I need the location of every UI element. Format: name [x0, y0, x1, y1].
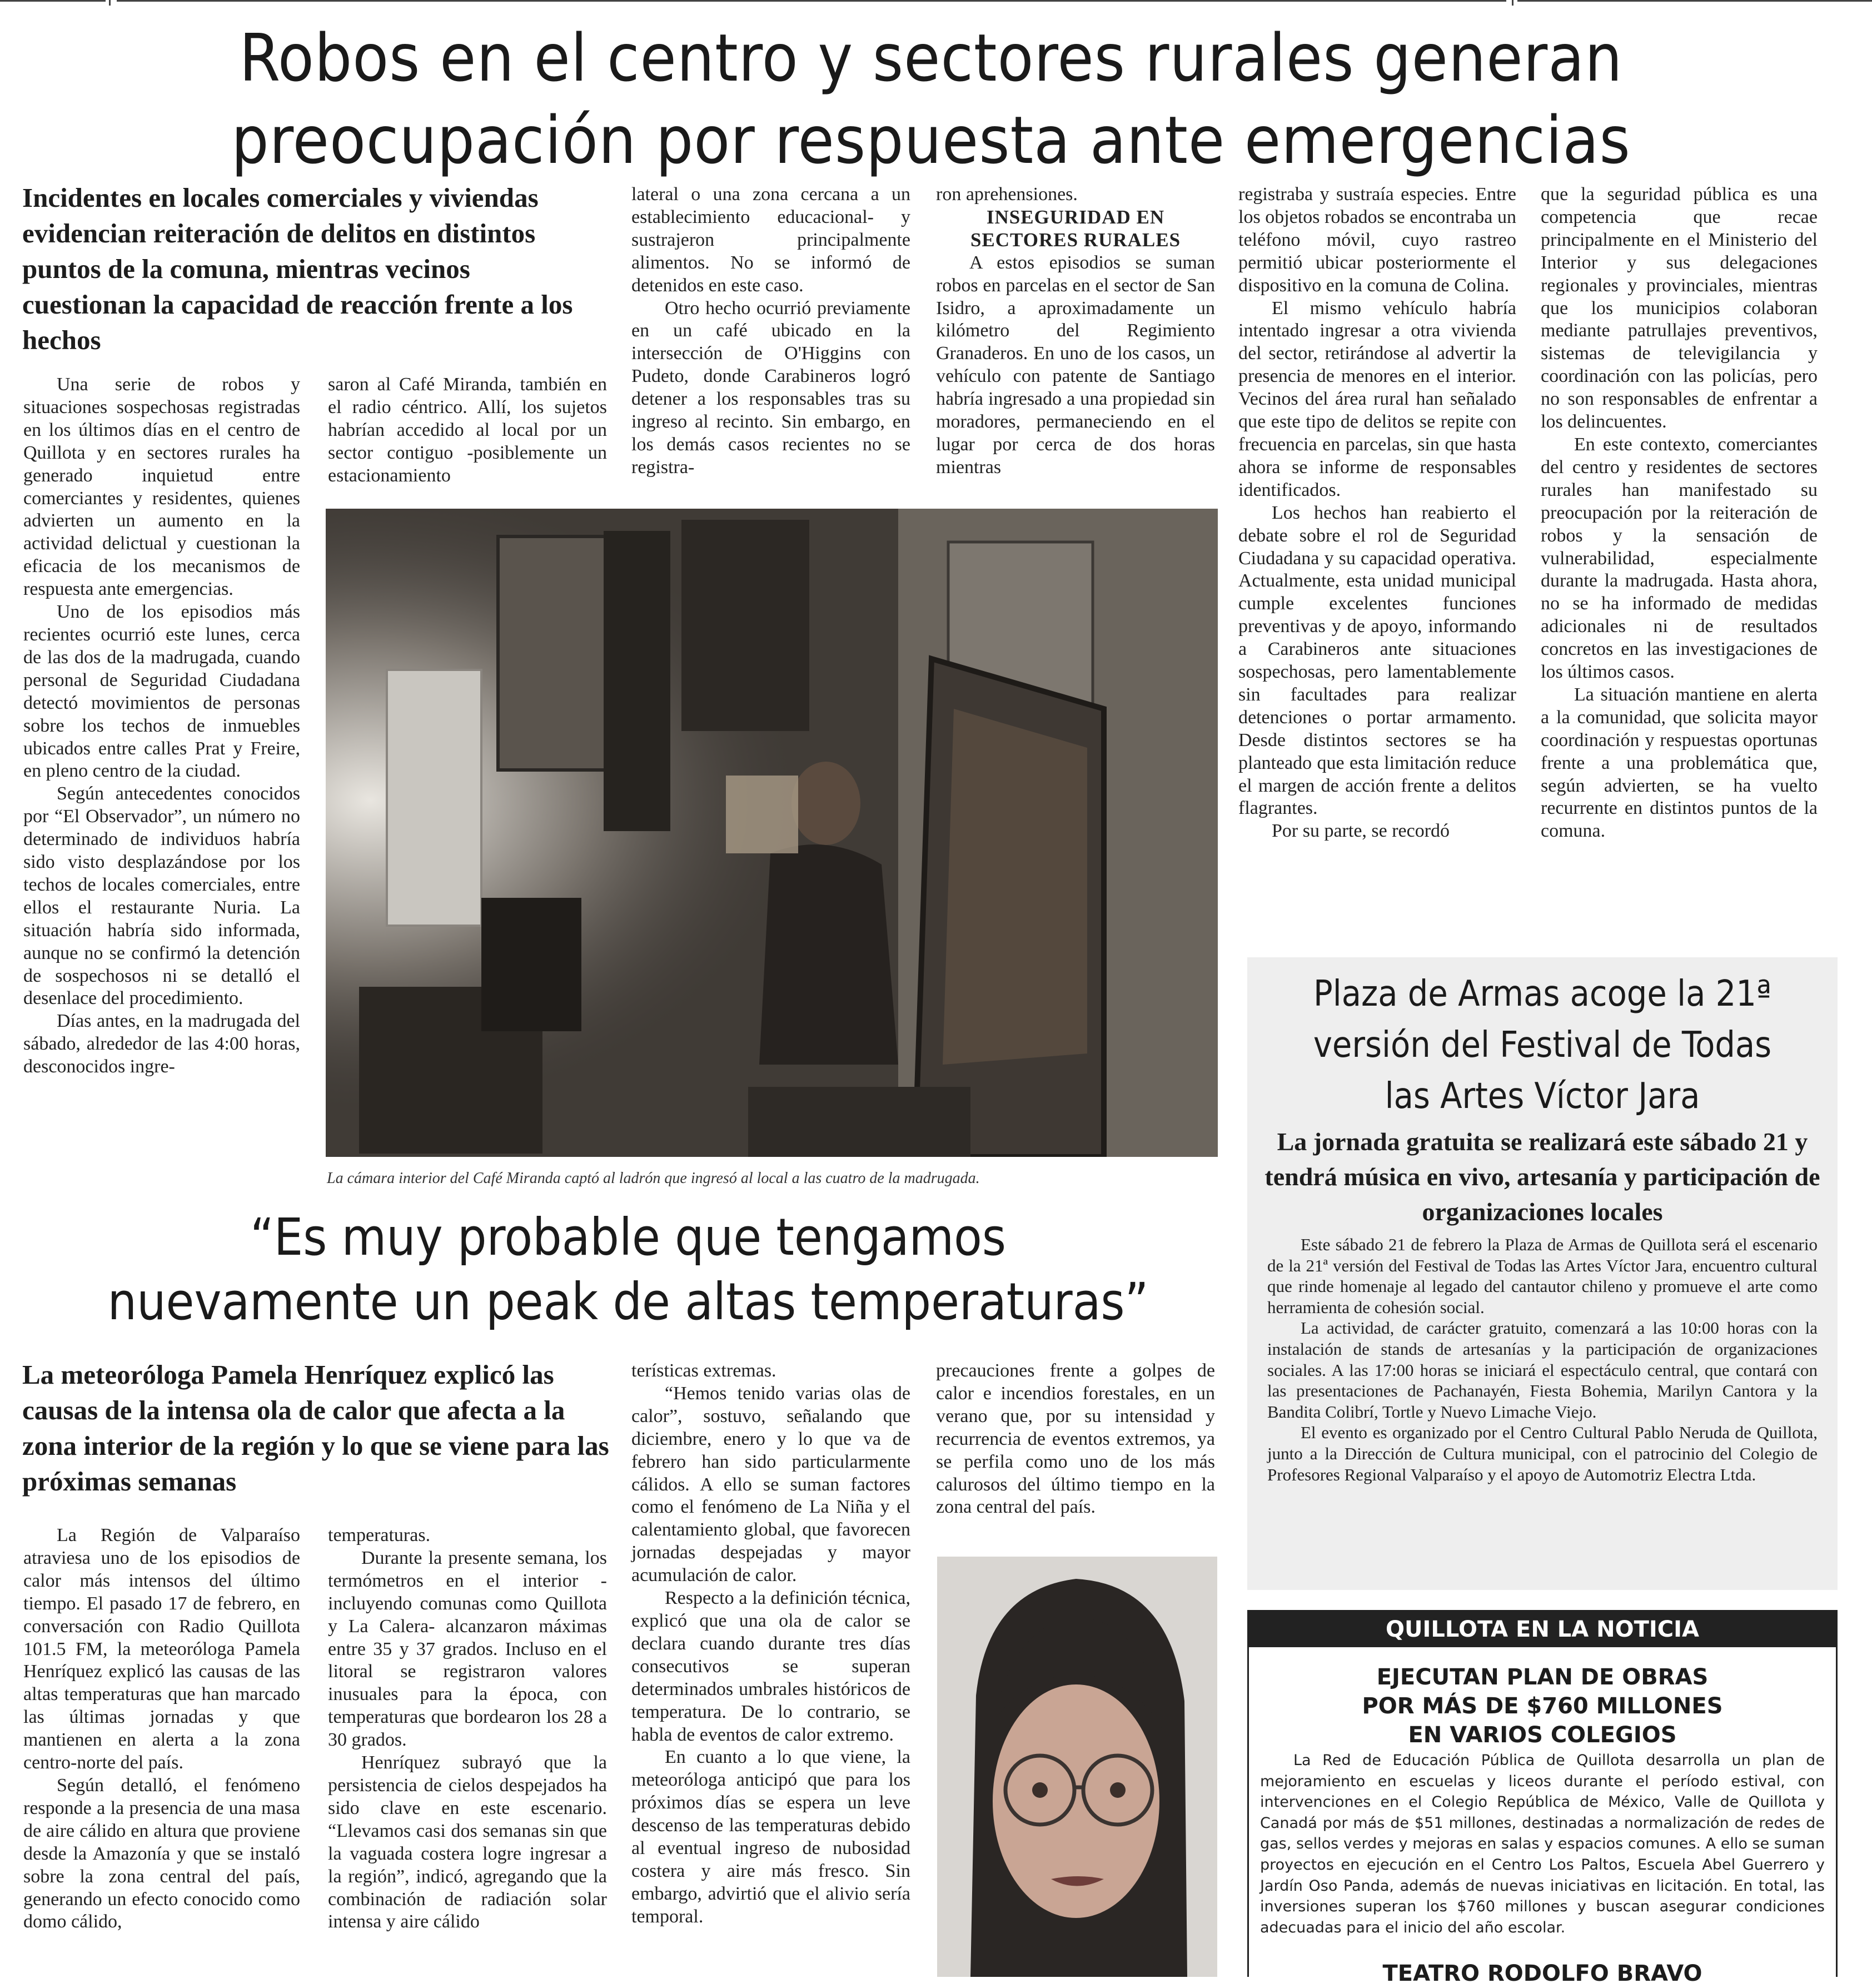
- news-item1-title-line1: EJECUTAN PLAN DE OBRAS: [1376, 1664, 1709, 1690]
- festival-p2: La actividad, de carácter gratuito, comenzará a las 10:00 horas con la instalación de stands de artesanías y la participación de organizaciones sociales. A las 17:00 horas se iniciará el espectáculo central, que contará con las presentaciones de Pachanayén, Fiesta Bohemia, Marilyn Cantora y la Bandita Colibrí, Tortle y Nuevo Limache Viejo.: [1267, 1318, 1818, 1422]
- main-col4-p1: ron aprehensiones.: [936, 184, 1078, 205]
- festival-p3: El evento es organizado por el Centro Cultural Pablo Neruda de Quillota, junto a la Dirección de Cultura municipal, con el patrocinio del Colegio de Profesores Regional Valparaíso y el apoyo de Automotriz Electra Ltda.: [1267, 1423, 1818, 1484]
- news-item1-title: [1249, 1663, 1836, 1750]
- main-col5-p2: El mismo vehículo habría intentado ingresar a otra vivienda del sector, retirándose al advertir la presencia de menores en el interior. Vecinos del área rural han señalado que este tipo de delitos se repite con frecuencia en parcelas, sin que hasta ahora se informe de responsables identificados.: [1238, 297, 1516, 500]
- news-item1-title-line3: EN VARIOS COLEGIOS: [1408, 1722, 1677, 1748]
- weather-headline-line2: nuevamente un peak de altas temperaturas”: [107, 1272, 1149, 1331]
- page-top-rule: [0, 0, 1872, 6]
- news-box: [1247, 1610, 1838, 1986]
- weather-col4-p1: precauciones frente a golpes de calor e incendios forestales, en un verano que, por su intensidad y recurrencia de eventos extremos, ya se perfila como uno de los más calurosos del último tiempo en la zona central del país.: [936, 1360, 1215, 1518]
- weather-headline: [22, 1205, 1234, 1334]
- weather-col3-p1: terísticas extremas.: [631, 1360, 776, 1381]
- cctv-photo-image: [326, 509, 1218, 1157]
- news-item1-title-line2: POR MÁS DE $760 MILLONES: [1362, 1693, 1723, 1719]
- weather-col3-p3: Respecto a la definición técnica, explicó que una ola de calor se declara cuando durante tres días consecutivos se superan determinados umbrales históricos de temperatura. De lo contrario, se habla de eventos de calor extremo.: [631, 1588, 910, 1745]
- main-col6-p2: En este contexto, comerciantes del centro y residentes de sectores rurales han manifestado su preocupación por la reiteración de robos y la sensación de vulnerabilidad, especialmente durante la madrugada. Hasta ahora, no se ha informado de medidas adicionales ni de resultados concretos en las investigaciones de los últimos casos.: [1541, 434, 1818, 683]
- weather-col1-p2: Según detalló, el fenómeno responde a la presencia de una masa de aire cálido en altura que proviene desde la Amazonía y que se instaló sobre la zona central del país, generando un efecto conocido como domo cálido,: [23, 1775, 300, 1932]
- festival-headline-line2: versión del Festival de Todas: [1313, 1025, 1772, 1066]
- festival-p1: Este sábado 21 de febrero la Plaza de Armas de Quillota será el escenario de la 21ª versión del Festival de Todas las Artes Víctor Jara, encuentro cultural que rinde homenaje al legado del cantautor chileno y promueve el arte como herramienta de cohesión social.: [1267, 1235, 1818, 1317]
- festival-deck: La jornada gratuita se realizará este sábado 21 y tendrá música en vivo, artesanía y participación de organizaciones locales: [1264, 1127, 1820, 1226]
- festival-headline: [1247, 968, 1838, 1122]
- photo-caption: La cámara interior del Café Miranda captó al ladrón que ingresó al local a las cuatro de la madrugada.: [327, 1170, 980, 1187]
- main-col5-p3: Los hechos han reabierto el debate sobre el rol de Seguridad Ciudadana y su capacidad operativa. Actualmente, esta unidad municipal cumple excelentes funciones preventivas y de apoyo, informando a Carabineros ante situaciones sospechosas, pero lamentablemente sin facultades para realizar detenciones o portar armamento. Desde distintos sectores se ha planteado que esta limitación reduce el margen de acción frente a delitos flagrantes.: [1238, 502, 1516, 819]
- main-col1-p1: Una serie de robos y situaciones sospechosas registradas en los últimos días en el centro de Quillota y en sectores rurales ha generado inquietud entre comerciantes y residentes, quienes advierten un aumento en la actividad delictual y cuestionan la eficacia de los mecanismos de respuesta ante emergencias.: [23, 374, 300, 600]
- main-column-2: [328, 374, 607, 488]
- main-col5-p1: registraba y sustraía especies. Entre los objetos robados se encontraba un teléfono móvil, cuyo rastreo permitió ubicar posteriormente el dispositivo en la comuna de Colina.: [1238, 184, 1516, 296]
- main-headline-line2: preocupación por respuesta ante emergencias: [231, 102, 1631, 178]
- main-headline: [83, 17, 1779, 181]
- main-col1-p4: Días antes, en la madrugada del sábado, alrededor de las 4:00 horas, desconocidos ingre-: [23, 1011, 300, 1077]
- news-box-bar: QUILLOTA EN LA NOTICIA: [1249, 1612, 1836, 1647]
- main-column-5: [1238, 183, 1516, 843]
- weather-col2-p3: Henríquez subrayó que la persistencia de cielos despejados ha sido clave en este escenario. “Llevamos casi dos semanas sin que la vaguada costera logre ingresar a la región”, indicó, agregando que la combinación de radiación solar intensa y aire cálido: [328, 1752, 607, 1932]
- main-col6-p1: que la seguridad pública es una competencia que recae principalmente en el Ministerio del Interior y sus delegaciones regionales y provinciales, mientras que los municipios colaboran mediante patrullajes preventivos, sistemas de televigilancia y coordinación con las policías, pero no son responsables de enfrentar a los delincuentes.: [1541, 184, 1818, 433]
- main-deck: Incidentes en locales comerciales y viviendas evidencian reiteración de delitos en distintos puntos de la comuna, mientras vecinos cuestionan la capacidad de reacción frente a los hechos: [22, 182, 573, 355]
- main-col2-top: saron al Café Miranda, también en el radio céntrico. Allí, los sujetos habrían accedido al local por un sector contiguo -posiblemente un estacionamiento: [328, 374, 607, 486]
- main-column-4: [936, 183, 1215, 479]
- meteorologist-photo-image: [937, 1557, 1217, 1977]
- weather-column-4: [936, 1360, 1215, 1519]
- main-col4-p2: A estos episodios se suman robos en parcelas en el sector de San Isidro, a aproximadamente un kilómetro del Regimiento Granaderos. En uno de los casos, un vehículo con patente de Santiago habría ingresado a una propiedad sin moradores, permaneciendo en el lugar por cerca de dos horas mientras: [936, 252, 1215, 478]
- meteorologist-photo: [937, 1557, 1217, 1977]
- cctv-photo: [326, 509, 1218, 1157]
- weather-col1-p1: La Región de Valparaíso atraviesa uno de los episodios de calor más intensos del último tiempo. El pasado 17 de febrero, en conversación con Radio Quillota 101.5 FM, la meteoróloga Pamela Henríquez explicó las causas de las altas temperaturas que han marcado las últimas jornadas y que mantienen en alerta a la zona centro-norte del país.: [23, 1525, 300, 1773]
- main-col5-p4: Por su parte, se recordó: [1272, 821, 1450, 842]
- festival-headline-line1: Plaza de Armas acoge la 21ª: [1313, 973, 1771, 1015]
- weather-headline-line1: “Es muy probable que tengamos: [250, 1207, 1006, 1267]
- main-col3-p2: Otro hecho ocurrió previamente en un café ubicado en la intersección de O'Higgins con Pudeto, donde Carabineros logró detener a los responsables tras su ingreso al recinto. Sin embargo, en los demás casos recientes no se registra-: [631, 297, 910, 478]
- weather-column-3: [631, 1360, 910, 1929]
- main-col6-p3: La situación mantiene en alerta a la comunidad, que solicita mayor coordinación y respuestas oportunas frente a una problemática que, según advierten, se ha vuelto recurrente en distintos puntos de la comuna.: [1541, 684, 1818, 842]
- festival-body: [1267, 1234, 1818, 1485]
- weather-col3-p2: “Hemos tenido varias olas de calor”, sostuvo, señalando que diciembre, enero y lo que va de febrero han sido particularmente cálidos. A ello se suman factores como el fenómeno de La Niña y el calentamiento global, que favorecen jornadas despejadas y mayor acumulación de calor.: [631, 1383, 910, 1586]
- weather-column-1: [23, 1524, 300, 1934]
- main-col1-p3: Según antecedentes conocidos por “El Observador”, un número no determinado de individuos habría sido visto desplazándose por los techos de locales comerciales, entre ellos el restaurante Nuria. La situación habría sido informada, aunque no se confirmó la detención de sospechosos ni se detalló el desenlace del procedimiento.: [23, 783, 300, 1009]
- festival-box: [1247, 957, 1838, 1590]
- main-column-1: [23, 374, 300, 1079]
- main-column-6: [1541, 183, 1818, 843]
- main-col1-p2: Uno de los episodios más recientes ocurrió este lunes, cerca de las dos de la madrugada, cuando personal de Seguridad Ciudadana detectó movimientos de personas sobre los techos de inmuebles ubicados entre calles Prat y Freire, en pleno centro de la ciudad.: [23, 602, 300, 782]
- weather-col3-p4: En cuanto a lo que viene, la meteoróloga anticipó que para los próximos días se espera un leve descenso de las temperaturas debido al eventual ingreso de nubosidad costera y aire más fresco. Sin embargo, advirtió que el alivio sería temporal.: [631, 1747, 910, 1927]
- festival-headline-line3: las Artes Víctor Jara: [1385, 1076, 1700, 1117]
- weather-col2-p2: Durante la presente semana, los termómetros en el interior -incluyendo comunas como Quillota y La Calera- alcanzaron máximas entre 35 y 37 grados. Incluso en el litoral se registraron valores inusuales para la época, con temperaturas que bordearon los 28 a 30 grados.: [328, 1547, 607, 1751]
- main-col3-p1: lateral o una zona cercana a un establecimiento educacional- y sustrajeron principalmente alimentos. No se informó de detenidos en este caso.: [631, 184, 910, 296]
- main-column-3: [631, 183, 910, 479]
- weather-col2-p1: temperaturas.: [328, 1525, 431, 1545]
- weather-column-2: [328, 1524, 607, 1934]
- news-item2-title: TEATRO RODOLFO BRAVO: [1382, 1961, 1702, 1986]
- main-headline-line1: Robos en el centro y sectores rurales generan: [239, 19, 1623, 96]
- news-item1-body: La Red de Educación Pública de Quillota desarrolla un plan de mejoramiento en escuelas y liceos durante el período estival, con intervenciones en el Colegio República de México, Valle de Quillota y Canadá por más de $51 millones, destinadas a normalización de redes de gas, sellos verdes y mejoras en salas y espacios comunes. A ello se suman proyectos en ejecución en el Centro Los Paltos, Escuela Abel Guerrero y Jardín Oso Panda, además de nuevas iniciativas en licitación. En total, las inversiones superan los $760 millones y buscan asegurar condiciones adecuadas para el inicio del año escolar.: [1260, 1752, 1825, 1936]
- weather-deck: La meteoróloga Pamela Henríquez explicó las causas de la intensa ola de calor que afecta a la zona interior de la región y lo que se viene para las próximas semanas: [22, 1359, 609, 1497]
- main-col4-subhead: INSEGURIDAD EN SECTORES RURALES: [970, 206, 1181, 251]
